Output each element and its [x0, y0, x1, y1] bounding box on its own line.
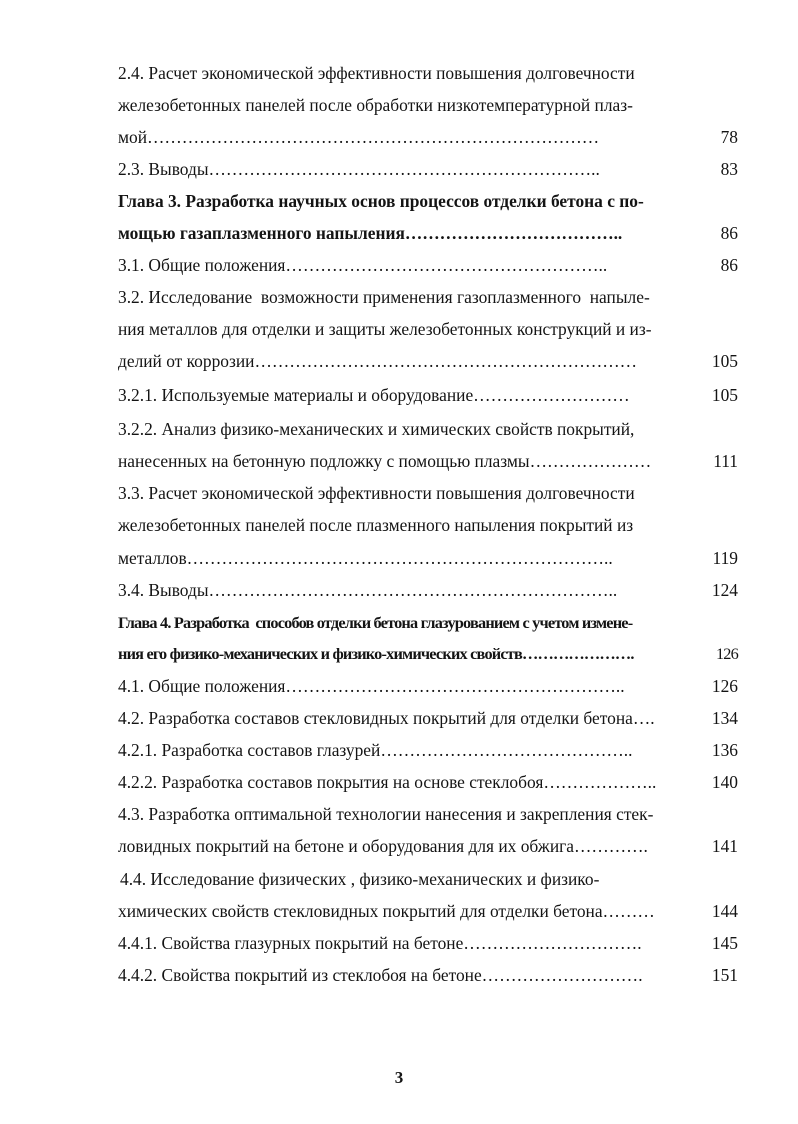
toc-line-text: нанесенных на бетонную подложку с помощью плазмы………………… — [118, 451, 652, 471]
toc-page-number: 126 — [715, 644, 738, 663]
toc-line-text: 3.2.1. Используемые материалы и оборудование……………………… — [118, 385, 630, 405]
toc-line-text: 2.4. Расчет экономической эффективности повышения долговечности — [118, 63, 635, 83]
toc-page-number: 78 — [720, 127, 738, 147]
toc-line-text: 4.2. Разработка составов стекловидных покрытий для отделки бетона…. — [118, 708, 655, 728]
toc-page-number: 136 — [711, 740, 738, 760]
toc-line-text: 4.4. Исследование физических , физико-механических и физико- — [120, 869, 600, 889]
toc-line-text: 4.2.2. Разработка составов покрытия на основе стеклобоя……………….. — [118, 772, 657, 792]
toc-page-number: 145 — [711, 933, 738, 953]
toc-page-number: 119 — [712, 548, 738, 568]
toc-line-text: 4.4.2. Свойства покрытий из стеклобоя на бетоне………………………. — [118, 965, 643, 985]
toc-line-text: 3.2.2. Анализ физико-механических и химических свойств покрытий, — [118, 419, 635, 439]
toc-line-text: железобетонных панелей после плазменного напыления покрытий из — [118, 515, 634, 535]
toc-line-text: ния металлов для отделки и защиты железобетонных конструкций и из- — [118, 319, 652, 339]
toc-page-number: 105 — [711, 351, 738, 371]
toc-page-number: 144 — [711, 901, 738, 921]
toc-page-number: 134 — [711, 708, 738, 728]
toc-page-number: 151 — [711, 965, 738, 985]
toc-line-text: химических свойств стекловидных покрытий для отделки бетона……… — [118, 901, 655, 921]
toc-line-text: Глава 3. Разработка научных основ процессов отделки бетона с по- — [118, 191, 644, 211]
toc-line-text: 3.1. Общие положения……………………………………………….. — [118, 255, 608, 275]
toc-line-text: ловидных покрытий на бетоне и оборудования для их обжига…………. — [118, 836, 648, 856]
toc-page-number: 124 — [711, 580, 738, 600]
toc-page-number: 105 — [711, 385, 738, 405]
toc-page-number: 126 — [711, 676, 738, 696]
toc-line-text: 3.4. Выводы…………………………………………………………….. — [118, 580, 618, 600]
toc-page-number: 86 — [720, 255, 738, 275]
toc-line-text: ния его физико-механических и физико-химических свойств…………………. — [118, 644, 634, 663]
toc-line-text: мой…………………………………………………………………… — [118, 127, 600, 147]
toc-page-number: 86 — [720, 223, 738, 243]
toc-page-number: 141 — [711, 836, 738, 856]
toc-line-text: 4.4.1. Свойства глазурных покрытий на бетоне…………………………. — [118, 933, 642, 953]
toc-line-text: 2.3. Выводы………………………………………………………….. — [118, 159, 600, 179]
toc-line-text: 4.2.1. Разработка составов глазурей…………………………………….. — [118, 740, 633, 760]
toc-line-text: 4.3. Разработка оптимальной технологии нанесения и закрепления стек- — [118, 804, 654, 824]
toc-line-text: делий от коррозии………………………………………………………… — [118, 351, 638, 371]
toc-page-number: 111 — [713, 451, 738, 471]
toc-line-text: 3.2. Исследование возможности применения газоплазменного напыле- — [118, 287, 650, 307]
toc-line-text: 3.3. Расчет экономической эффективности повышения долговечности — [118, 483, 635, 503]
toc-line-text: железобетонных панелей после обработки низкотемпературной плаз- — [118, 95, 633, 115]
page-number: 3 — [394, 1068, 404, 1087]
toc-page-number: 140 — [711, 772, 738, 792]
toc-line-text: 4.1. Общие положения………………………………………………….. — [118, 676, 625, 696]
toc-line-text: металлов……………………………………………………………….. — [118, 548, 613, 568]
toc-line-text: мощью газаплазменного напыления……………………………….. — [118, 223, 623, 243]
toc-page-number: 83 — [720, 159, 738, 179]
toc-line-text: Глава 4. Разработка способов отделки бетона глазурованием с учетом измене- — [118, 613, 633, 632]
